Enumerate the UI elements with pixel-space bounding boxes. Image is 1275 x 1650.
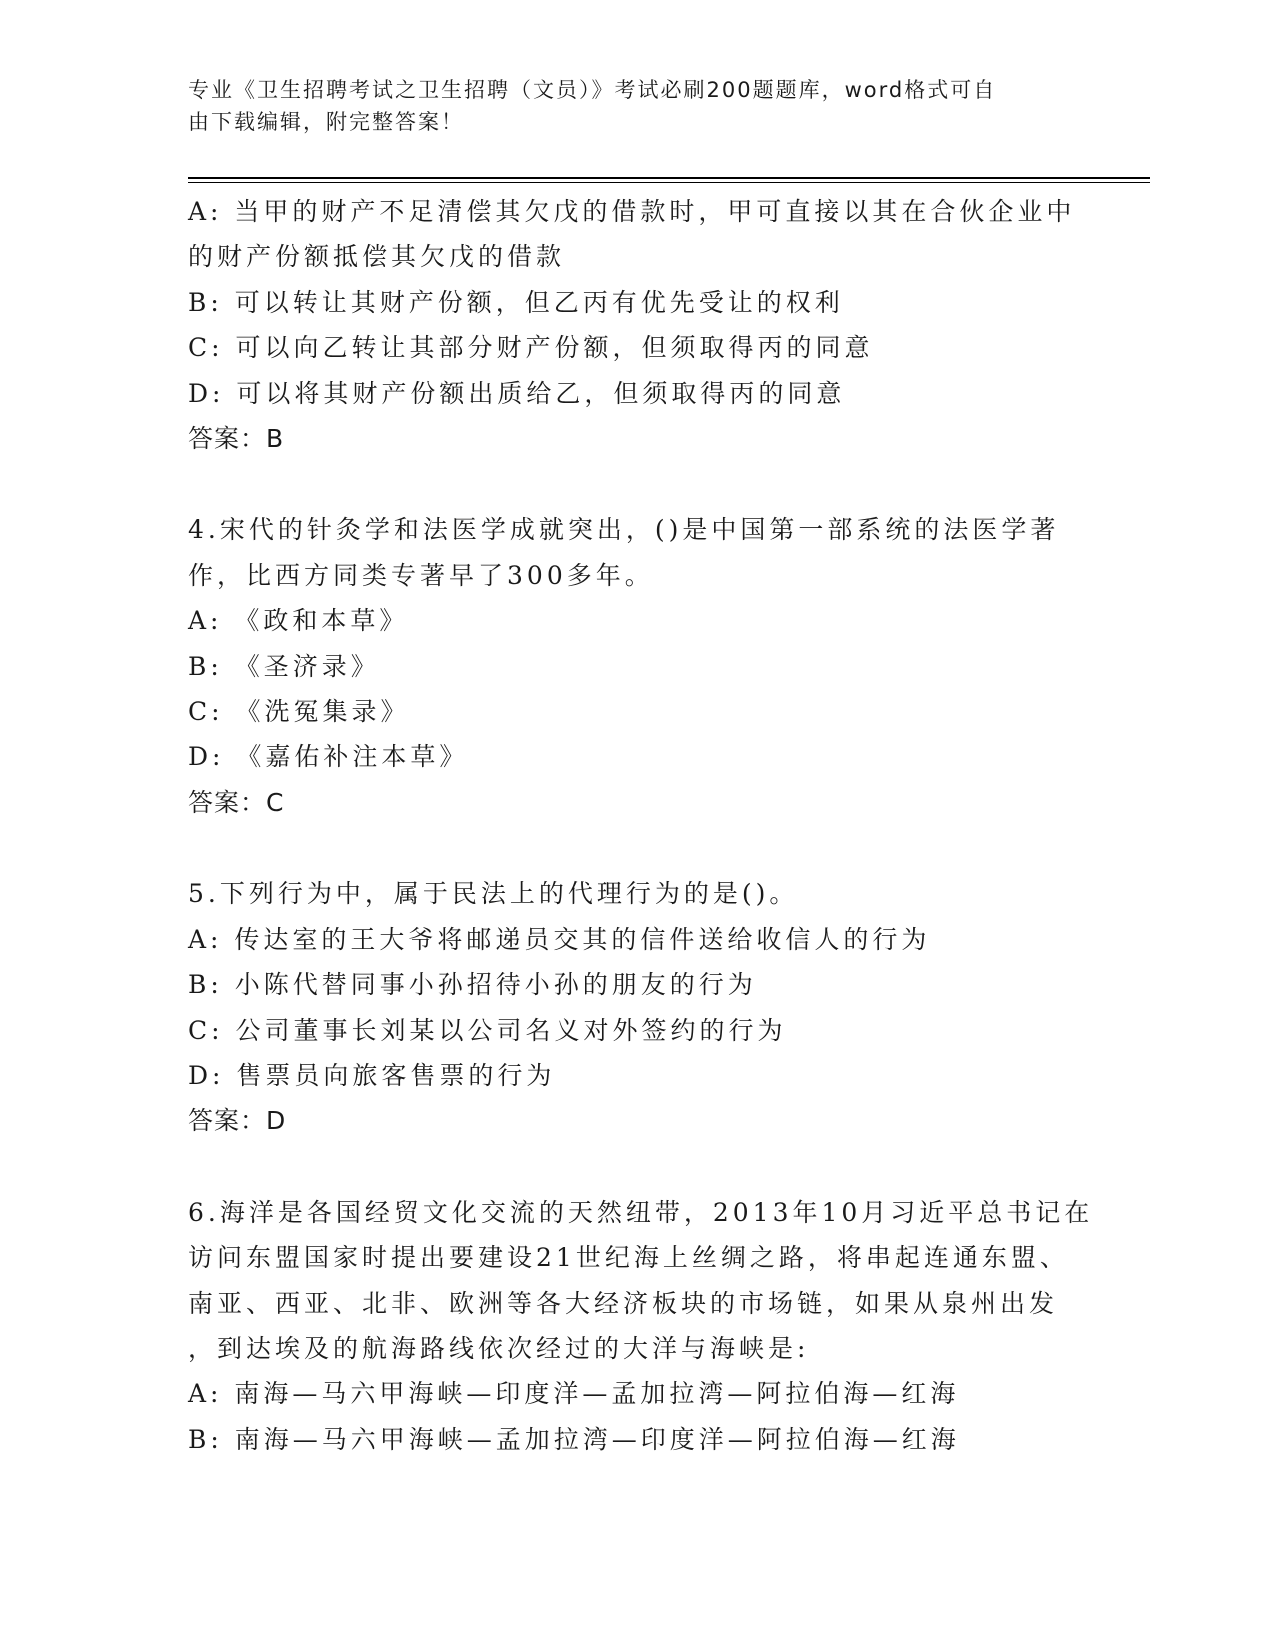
question-4-block xyxy=(188,507,1088,825)
question-list xyxy=(188,189,1094,1462)
question-5-block xyxy=(188,871,1088,1143)
question-gap xyxy=(188,825,1088,871)
header-title-line-1: 专业《卫生招聘考试之卫生招聘（文员）》考试必刷200题题库，word格式可自 xyxy=(188,78,997,102)
q6-stem-line-4: ，到达埃及的航海路线依次经过的大洋与海峡是: xyxy=(188,1333,810,1363)
q3-option-a-line-2: 的财产份额抵偿其欠戊的借款 xyxy=(188,242,566,272)
q3-option-d: D: 可以将其财产份额出质给乙，但须取得丙的同意 xyxy=(188,378,846,408)
q3-option-c: C: 可以向乙转让其部分财产份额，但须取得丙的同意 xyxy=(188,333,874,363)
q6-option-b: B: 南海—马六甲海峡—孟加拉湾—印度洋—阿拉伯海—红海 xyxy=(188,1424,960,1454)
question-gap xyxy=(188,461,1088,507)
q6-option-a: A: 南海—马六甲海峡—印度洋—孟加拉湾—阿拉伯海—红海 xyxy=(188,1379,960,1409)
question-3-block xyxy=(188,189,1088,461)
q6-stem-line-2: 访问东盟国家时提出要建设21世纪海上丝绸之路，将串起连通东盟、 xyxy=(188,1243,1069,1273)
header-divider-thick xyxy=(188,177,1150,179)
q5-answer: 答案：D xyxy=(188,1106,287,1136)
q4-option-a: A: 《政和本草》 xyxy=(188,606,409,636)
q4-stem-line-1: 4.宋代的针灸学和法医学成就突出，()是中国第一部系统的法医学著 xyxy=(188,515,1060,545)
header-title-line-2: 由下载编辑，附完整答案！ xyxy=(188,110,464,134)
q5-option-c: C: 公司董事长刘某以公司名义对外签约的行为 xyxy=(188,1015,787,1045)
q6-stem-line-3: 南亚、西亚、北非、欧洲等各大经济板块的市场链，如果从泉州出发 xyxy=(188,1288,1059,1318)
q4-answer: 答案：C xyxy=(188,787,285,817)
q5-stem: 5.下列行为中，属于民法上的代理行为的是()。 xyxy=(188,879,799,909)
q4-stem-line-2: 作，比西方同类专著早了300多年。 xyxy=(188,560,654,590)
q4-option-d: D: 《嘉佑补注本草》 xyxy=(188,742,469,772)
q3-answer: 答案：B xyxy=(188,424,285,454)
q3-option-b: B: 可以转让其财产份额，但乙丙有优先受让的权利 xyxy=(188,287,844,317)
question-6-block xyxy=(188,1190,1094,1462)
question-gap xyxy=(188,1144,1088,1190)
q6-stem-line-1: 6.海洋是各国经贸文化交流的天然纽带，2013年10月习近平总书记在 xyxy=(188,1197,1094,1227)
header-divider-thin xyxy=(188,182,1150,183)
q5-option-d: D: 售票员向旅客售票的行为 xyxy=(188,1060,556,1090)
q3-option-a-line-1: A: 当甲的财产不足清偿其欠戊的借款时，甲可直接以其在合伙企业中 xyxy=(188,197,1076,226)
q5-option-b: B: 小陈代替同事小孙招待小孙的朋友的行为 xyxy=(188,970,757,1000)
document-header xyxy=(188,74,1068,138)
q5-option-a: A: 传达室的王大爷将邮递员交其的信件送给收信人的行为 xyxy=(188,924,931,954)
q4-option-b: B: 《圣济录》 xyxy=(188,651,380,681)
q4-option-c: C: 《洗冤集录》 xyxy=(188,697,410,727)
